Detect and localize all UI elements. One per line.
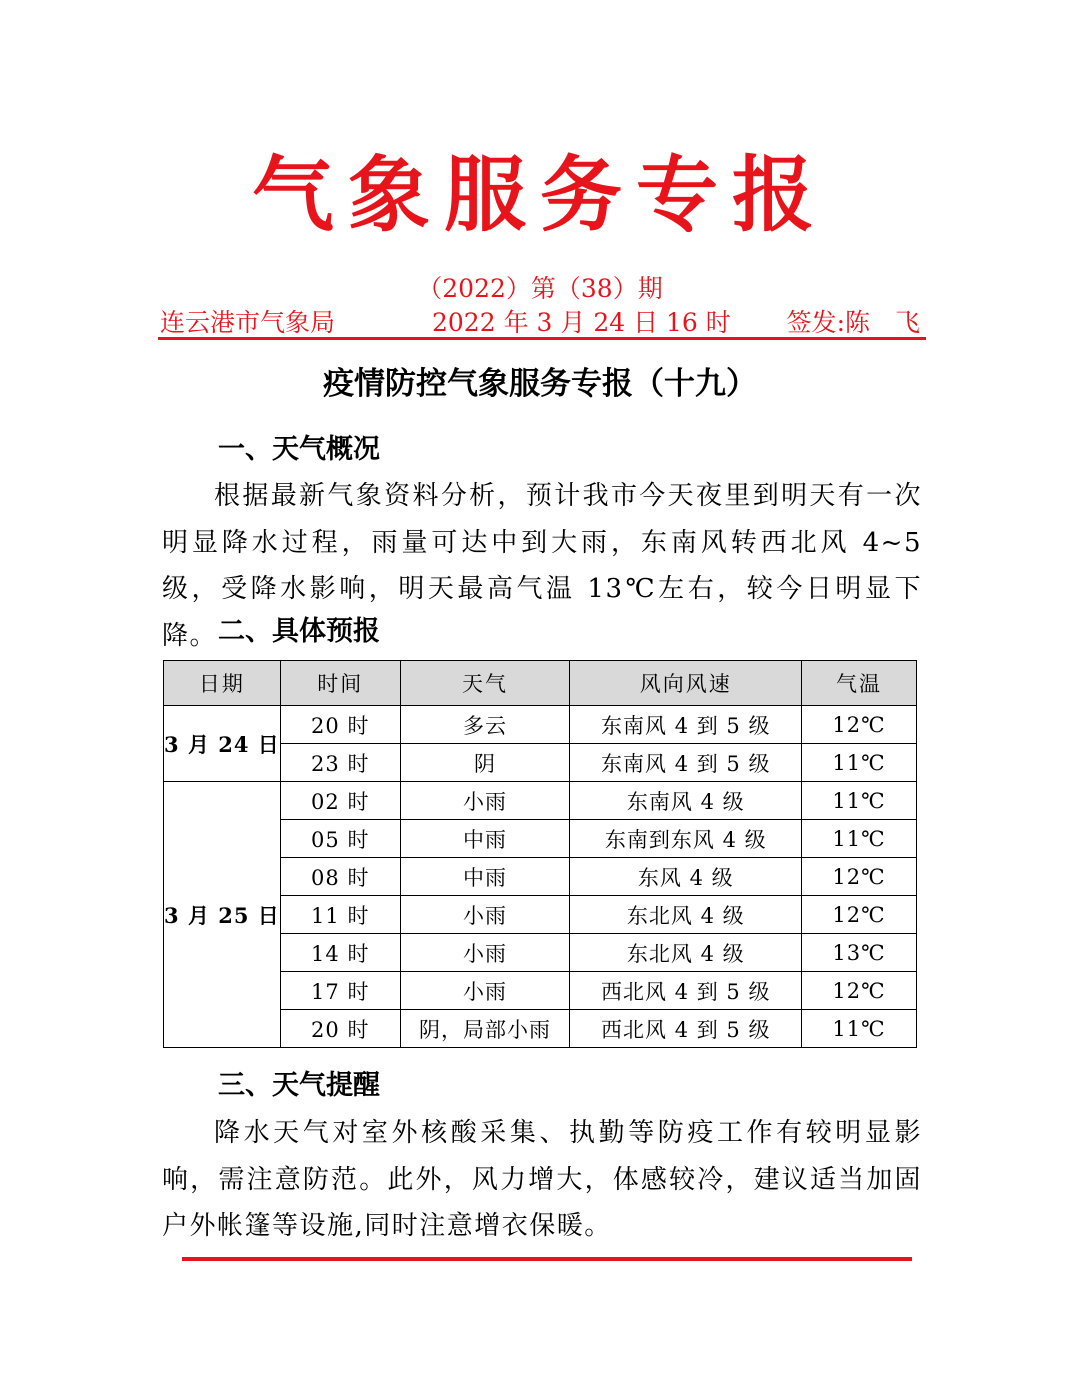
column-header-temperature: 气温: [802, 661, 917, 706]
column-header-wind: 风向风速: [570, 661, 802, 706]
wind-cell: 东北风 4 级: [570, 896, 802, 934]
time-cell: 20 时: [280, 706, 400, 744]
signer: 签发:陈 飞: [786, 308, 920, 337]
section-heading-reminder: 三、天气提醒: [218, 1070, 380, 1101]
wind-cell: 西北风 4 到 5 级: [570, 972, 802, 1010]
issue-datetime: 2022 年 3 月 24 日 16 时: [432, 308, 731, 337]
date-cell: 3 月 24 日: [164, 706, 281, 782]
agency-name: 连云港市气象局: [160, 308, 336, 337]
temperature-cell: 12℃: [802, 706, 917, 744]
table-row: [164, 706, 917, 744]
temperature-cell: 12℃: [802, 972, 917, 1010]
forecast-table: [163, 660, 917, 1048]
temperature-cell: 12℃: [802, 858, 917, 896]
column-header-date: 日期: [164, 661, 281, 706]
section-heading-overview: 一、天气概况: [218, 434, 380, 465]
wind-cell: 东风 4 级: [570, 858, 802, 896]
temperature-cell: 11℃: [802, 820, 917, 858]
temperature-cell: 11℃: [802, 1010, 917, 1048]
time-cell: 08 时: [280, 858, 400, 896]
wind-cell: 东南风 4 到 5 级: [570, 706, 802, 744]
weather-cell: 阴: [400, 744, 570, 782]
issue-number: （2022）第（38）期: [417, 274, 663, 303]
weather-cell: 小雨: [400, 934, 570, 972]
masthead-title: 气象服务专报: [251, 148, 828, 243]
temperature-cell: 12℃: [802, 896, 917, 934]
wind-cell: 东南风 4 到 5 级: [570, 744, 802, 782]
column-header-time: 时间: [280, 661, 400, 706]
weather-cell: 多云: [400, 706, 570, 744]
time-cell: 17 时: [280, 972, 400, 1010]
weather-cell: 小雨: [400, 972, 570, 1010]
wind-cell: 西北风 4 到 5 级: [570, 1010, 802, 1048]
wind-cell: 东北风 4 级: [570, 934, 802, 972]
wind-cell: 东南到东风 4 级: [570, 820, 802, 858]
reminder-paragraph: 降水天气对室外核酸采集、执勤等防疫工作有较明显影响，需注意防范。此外，风力增大，体感较冷，建议适当加固户外帐篷等设施,同时注意增衣保暖。: [162, 1118, 922, 1241]
temperature-cell: 11℃: [802, 782, 917, 820]
report-title: 疫情防控气象服务专报（十九）: [323, 366, 757, 402]
time-cell: 11 时: [280, 896, 400, 934]
header-divider: [158, 337, 926, 340]
temperature-cell: 11℃: [802, 744, 917, 782]
time-cell: 02 时: [280, 782, 400, 820]
time-cell: 20 时: [280, 1010, 400, 1048]
weather-cell: 小雨: [400, 896, 570, 934]
temperature-cell: 13℃: [802, 934, 917, 972]
weather-cell: 中雨: [400, 820, 570, 858]
section-heading-forecast: 二、具体预报: [218, 616, 380, 647]
time-cell: 14 时: [280, 934, 400, 972]
time-cell: 05 时: [280, 820, 400, 858]
table-header-row: [164, 661, 917, 706]
column-header-weather: 天气: [400, 661, 570, 706]
footer-divider: [182, 1257, 912, 1261]
table-body: [164, 706, 917, 1048]
weather-cell: 小雨: [400, 782, 570, 820]
wind-cell: 东南风 4 级: [570, 782, 802, 820]
weather-cell: 中雨: [400, 858, 570, 896]
date-cell: 3 月 25 日: [164, 782, 281, 1048]
table-row: [164, 782, 917, 820]
time-cell: 23 时: [280, 744, 400, 782]
weather-cell: 阴，局部小雨: [400, 1010, 570, 1048]
overview-paragraph: 根据最新气象资料分析，预计我市今天夜里到明天有一次明显降水过程，雨量可达中到大雨，东南风转西北风 4~5 级，受降水影响，明天最高气温 13℃左右，较今日明显下降。: [162, 481, 922, 651]
